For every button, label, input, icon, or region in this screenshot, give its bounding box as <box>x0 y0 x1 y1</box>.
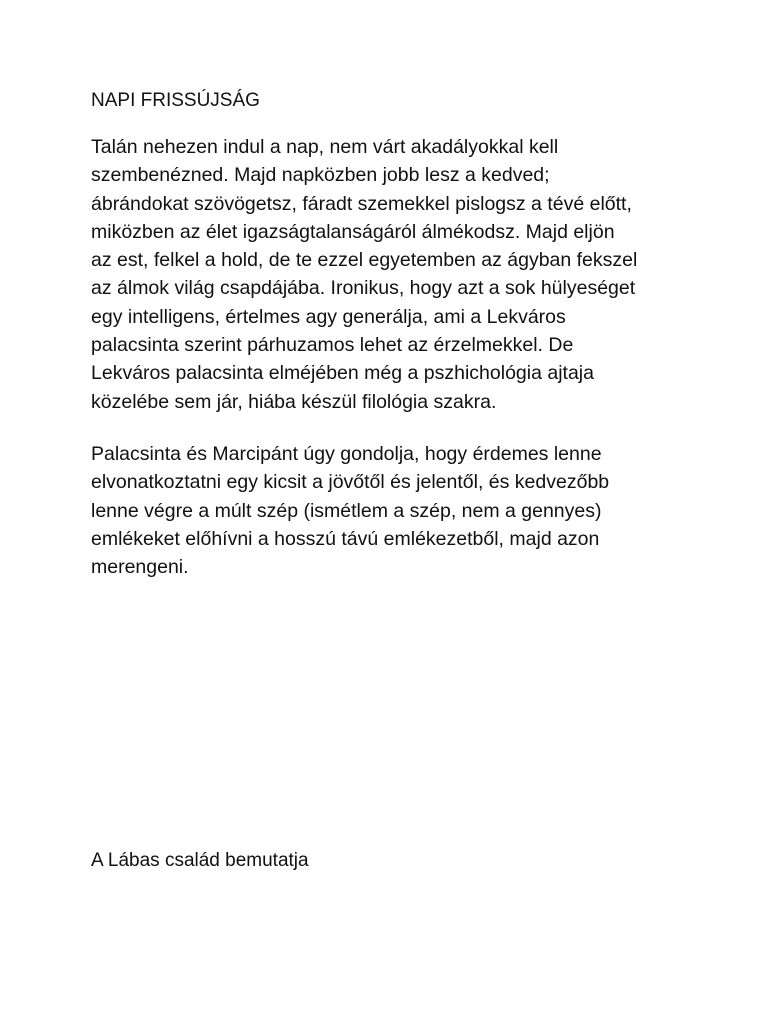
document-title: NAPI FRISSÚJSÁG <box>91 90 260 111</box>
paragraph-line: az álmok világ csapdájába. Ironikus, hogy azt a sok hülyeséget <box>91 277 636 300</box>
paragraph-line: Palacsinta és Marcipánt úgy gondolja, hogy érdemes lenne <box>91 443 602 465</box>
paragraph-line: ábrándokat szövögetsz, fáradt szemekkel pislogsz a tévé előtt, <box>91 192 632 215</box>
paragraph-line: miközben az élet igazságtalanságáról álmékodsz. Majd eljön <box>91 220 615 243</box>
paragraph-line: közelébe sem jár, hiába készül filológia szakra. <box>91 390 497 413</box>
paragraph-line: palacsinta szerint párhuzamos lehet az érzelmekkel. De <box>91 334 574 357</box>
paragraph-line: Talán nehezen indul a nap, nem várt akadályokkal kell <box>91 136 559 158</box>
paragraph-line: elvonatkoztatni egy kicsit a jövőtől és jelentől, és kedvezőbb <box>91 471 610 494</box>
paragraph-line: emlékeket előhívni a hosszú távú emlékezetből, majd azon <box>91 527 600 550</box>
paragraph-2 <box>91 440 609 581</box>
paragraph-1 <box>91 133 637 416</box>
paragraph-line: lenne végre a múlt szép (ismétlem a szép, nem a gennyes) <box>91 499 602 522</box>
document-signature-line: A Lábas család bemutatja <box>91 850 309 871</box>
paragraph-line: Lekváros palacsinta elméjében még a pszhichológia ajtaja <box>91 362 594 385</box>
paragraph-line: merengeni. <box>91 556 189 579</box>
paragraph-line: egy intelligens, értelmes agy generálja, ami a Lekváros <box>91 305 566 328</box>
paragraph-line: az est, felkel a hold, de te ezzel egyetemben az ágyban fekszel <box>91 249 638 272</box>
paragraph-line: szembenézned. Majd napközben jobb lesz a kedved; <box>91 164 550 187</box>
